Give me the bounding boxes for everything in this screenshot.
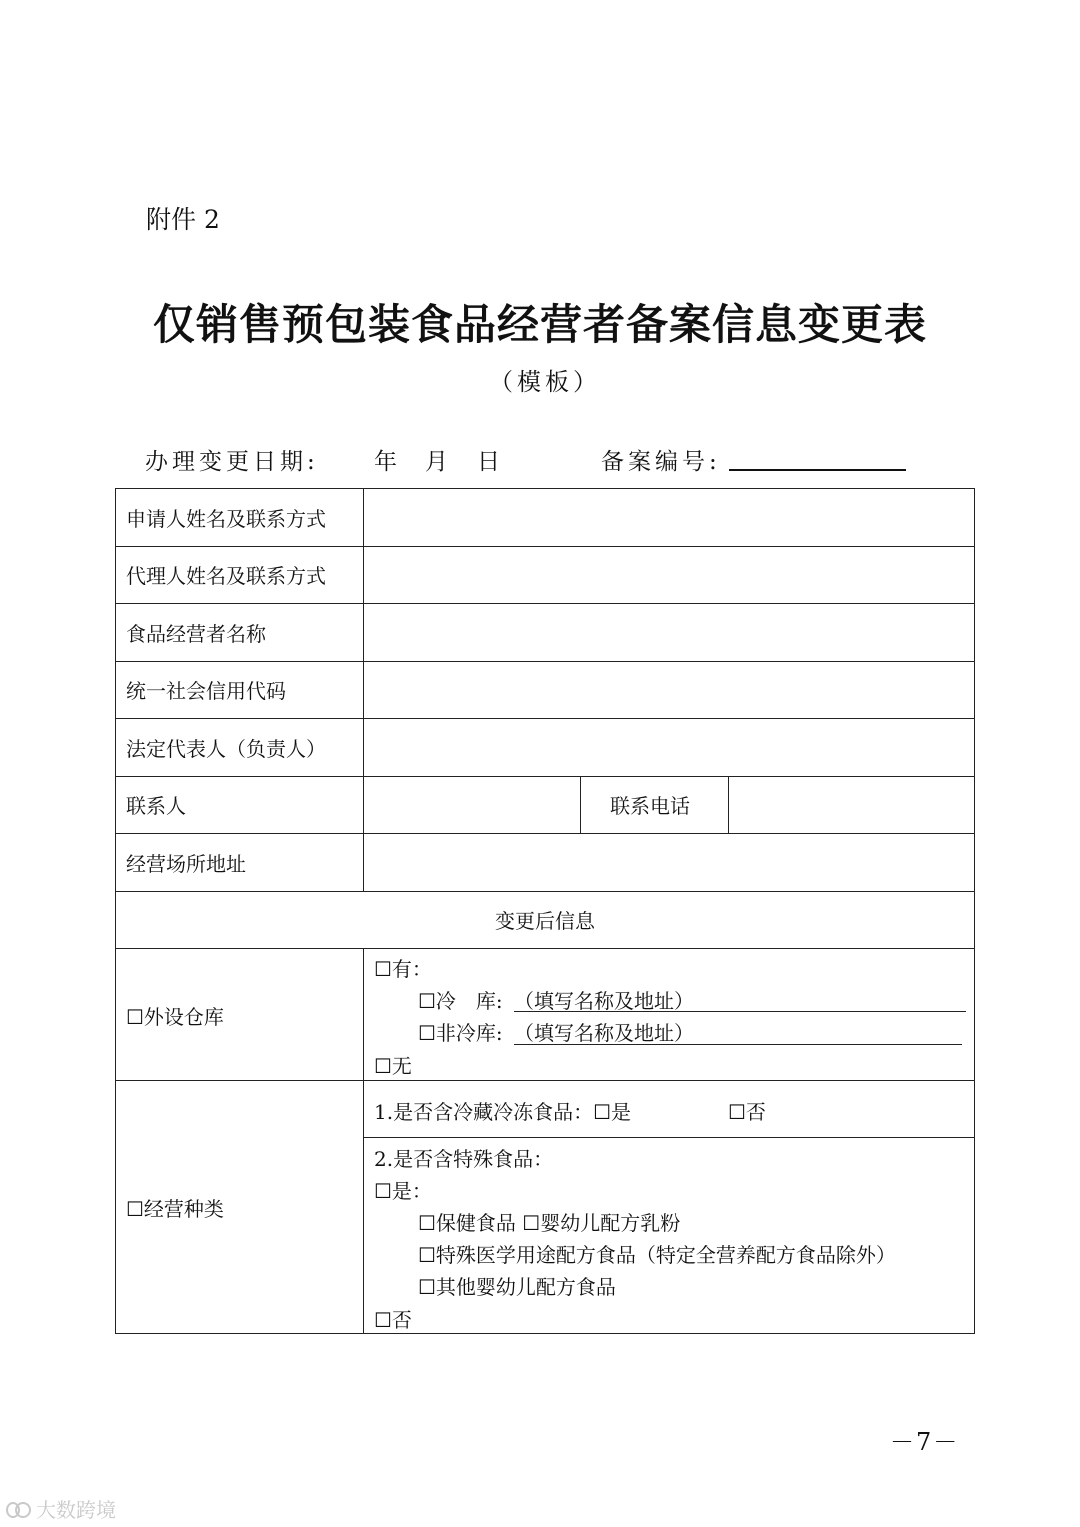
- other-infant-formula-checkbox[interactable]: ☐其他婴幼儿配方食品: [418, 1275, 616, 1299]
- section-title: 变更后信息: [495, 909, 595, 933]
- business-type-checkbox[interactable]: ☐经营种类: [126, 1197, 224, 1221]
- applicant-field[interactable]: [365, 489, 974, 546]
- agent-label: 代理人姓名及联系方式: [126, 564, 326, 588]
- page-number: －7－: [890, 1428, 960, 1456]
- filing-number-label: 备案编号:: [601, 449, 721, 475]
- row-divider: [116, 1080, 974, 1081]
- frozen-food-no-checkbox[interactable]: ☐否: [728, 1100, 766, 1124]
- address-field[interactable]: [365, 834, 974, 891]
- watermark-text: 大数跨境: [36, 1498, 116, 1522]
- non-cold-storage-checkbox[interactable]: ☐非冷库:: [418, 1021, 503, 1045]
- special-food-yes-checkbox[interactable]: ☐是：: [374, 1179, 432, 1203]
- month-label: 月: [425, 449, 448, 475]
- health-food-infant-formula-checkboxes[interactable]: ☐保健食品 ☐婴幼儿配方乳粉: [418, 1211, 681, 1235]
- agent-field[interactable]: [365, 547, 974, 603]
- operator-name-label: 食品经营者名称: [126, 622, 266, 646]
- operator-name-field[interactable]: [365, 604, 974, 661]
- watermark: [6, 1494, 116, 1523]
- address-label: 经营场所地址: [126, 852, 246, 876]
- row-divider: [116, 891, 974, 892]
- watermark-logo-icon: [6, 1499, 32, 1519]
- column-divider: [728, 776, 729, 833]
- day-label: 日: [477, 449, 500, 475]
- credit-code-field[interactable]: [365, 662, 974, 718]
- row-divider: [364, 1137, 974, 1138]
- attachment-label: 附件 2: [146, 205, 220, 234]
- special-food-question: 2.是否含特殊食品：: [374, 1147, 554, 1171]
- legal-representative-label: 法定代表人（负责人）: [126, 737, 326, 761]
- special-food-no-checkbox[interactable]: ☐否: [374, 1308, 412, 1332]
- column-divider: [580, 776, 581, 833]
- warehouse-none-checkbox[interactable]: ☐无: [374, 1054, 412, 1078]
- column-divider: [363, 489, 364, 891]
- warehouse-yes-checkbox[interactable]: ☐有：: [374, 957, 432, 981]
- column-divider: [363, 948, 364, 1333]
- change-form-table: [115, 488, 975, 1334]
- document-title: 仅销售预包装食品经营者备案信息变更表: [152, 300, 927, 349]
- credit-code-label: 统一社会信用代码: [126, 679, 286, 703]
- change-date-label: 办理变更日期:: [145, 449, 319, 475]
- medical-formula-food-checkbox[interactable]: ☐特殊医学用途配方食品（特定全营养配方食品除外）: [418, 1243, 896, 1267]
- warehouse-checkbox[interactable]: ☐外设仓库: [126, 1005, 224, 1029]
- filing-number-blank[interactable]: [729, 469, 906, 471]
- document-subtitle: （模板）: [489, 368, 601, 396]
- applicant-label: 申请人姓名及联系方式: [126, 507, 326, 531]
- cold-storage-checkbox[interactable]: ☐冷 库:: [418, 989, 503, 1013]
- legal-representative-field[interactable]: [365, 719, 974, 776]
- contact-phone-field[interactable]: [730, 777, 974, 833]
- row-divider: [116, 948, 974, 949]
- cold-storage-hint: （填写名称及地址）: [514, 989, 694, 1013]
- year-label: 年: [374, 449, 397, 475]
- non-cold-storage-hint: （填写名称及地址）: [514, 1021, 694, 1045]
- contact-person-field[interactable]: [365, 777, 580, 833]
- frozen-food-yes-checkbox[interactable]: 1.是否含冷藏冷冻食品：☐是: [374, 1100, 632, 1124]
- contact-phone-label: 联系电话: [610, 794, 690, 818]
- contact-person-label: 联系人: [126, 794, 186, 818]
- non-cold-storage-blank[interactable]: [514, 1044, 962, 1045]
- cold-storage-blank[interactable]: [514, 1011, 966, 1012]
